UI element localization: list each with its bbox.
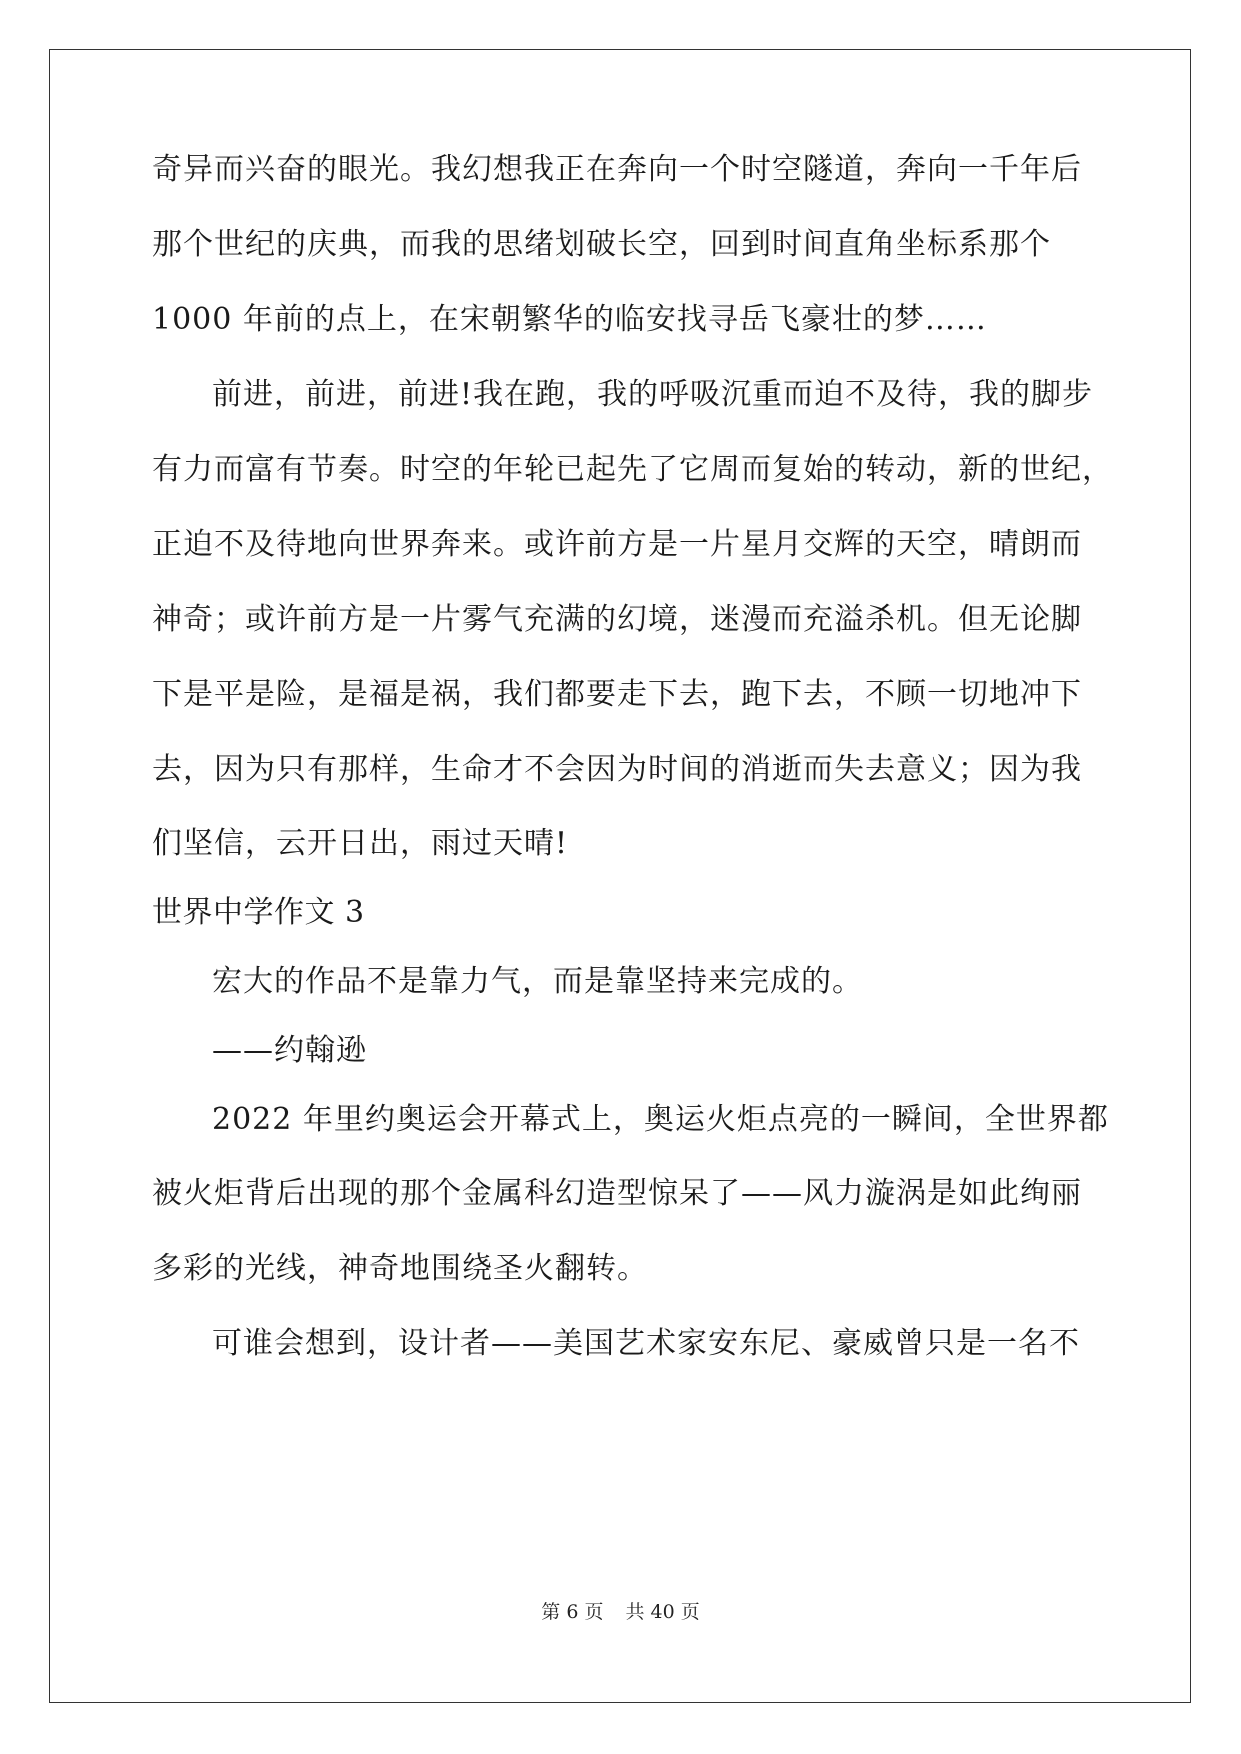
paragraph-line: 去，因为只有那样，生命才不会因为时间的消逝而失去意义；因为我 <box>152 752 1082 787</box>
page-total: 共 40 页 <box>625 1601 700 1623</box>
page-number: 第 6 页 <box>541 1601 604 1623</box>
paragraph-line: 多彩的光线，神奇地围绕圣火翻转。 <box>152 1251 648 1286</box>
page-border <box>49 49 1191 1703</box>
section-heading: 世界中学作文 3 <box>152 895 365 930</box>
paragraph-line: 那个世纪的庆典，而我的思绪划破长空，回到时间直角坐标系那个 <box>152 227 1051 262</box>
paragraph-line: 1000 年前的点上，在宋朝繁华的临安找寻岳飞豪壮的梦…… <box>152 302 987 337</box>
paragraph-line: 2022 年里约奥运会开幕式上，奥运火炬点亮的一瞬间，全世界都 <box>212 1102 1109 1137</box>
paragraph-line: 们坚信，云开日出，雨过天晴! <box>152 826 569 861</box>
paragraph-line: 下是平是险，是福是祸，我们都要走下去，跑下去，不顾一切地冲下 <box>152 677 1082 712</box>
page-footer <box>0 1600 1241 1624</box>
paragraph-line: 被火炬背后出现的那个金属科幻造型惊呆了——风力漩涡是如此绚丽 <box>152 1176 1082 1211</box>
quote-line: 宏大的作品不是靠力气，而是靠坚持来完成的。 <box>212 964 863 999</box>
quote-attribution: ——约翰逊 <box>212 1033 367 1068</box>
paragraph-line: 正迫不及待地向世界奔来。或许前方是一片星月交辉的天空，晴朗而 <box>152 527 1082 562</box>
paragraph-line: 神奇；或许前方是一片雾气充满的幻境，迷漫而充溢杀机。但无论脚 <box>152 602 1082 637</box>
paragraph-line: 奇异而兴奋的眼光。我幻想我正在奔向一个时空隧道，奔向一千年后 <box>152 152 1082 187</box>
paragraph-line: 前进，前进，前进!我在跑，我的呼吸沉重而迫不及待，我的脚步 <box>212 377 1094 412</box>
paragraph-line: 有力而富有节奏。时空的年轮已起先了它周而复始的转动，新的世纪， <box>152 452 1113 487</box>
paragraph-line: 可谁会想到，设计者——美国艺术家安东尼、豪威曾只是一名不 <box>212 1326 1080 1361</box>
